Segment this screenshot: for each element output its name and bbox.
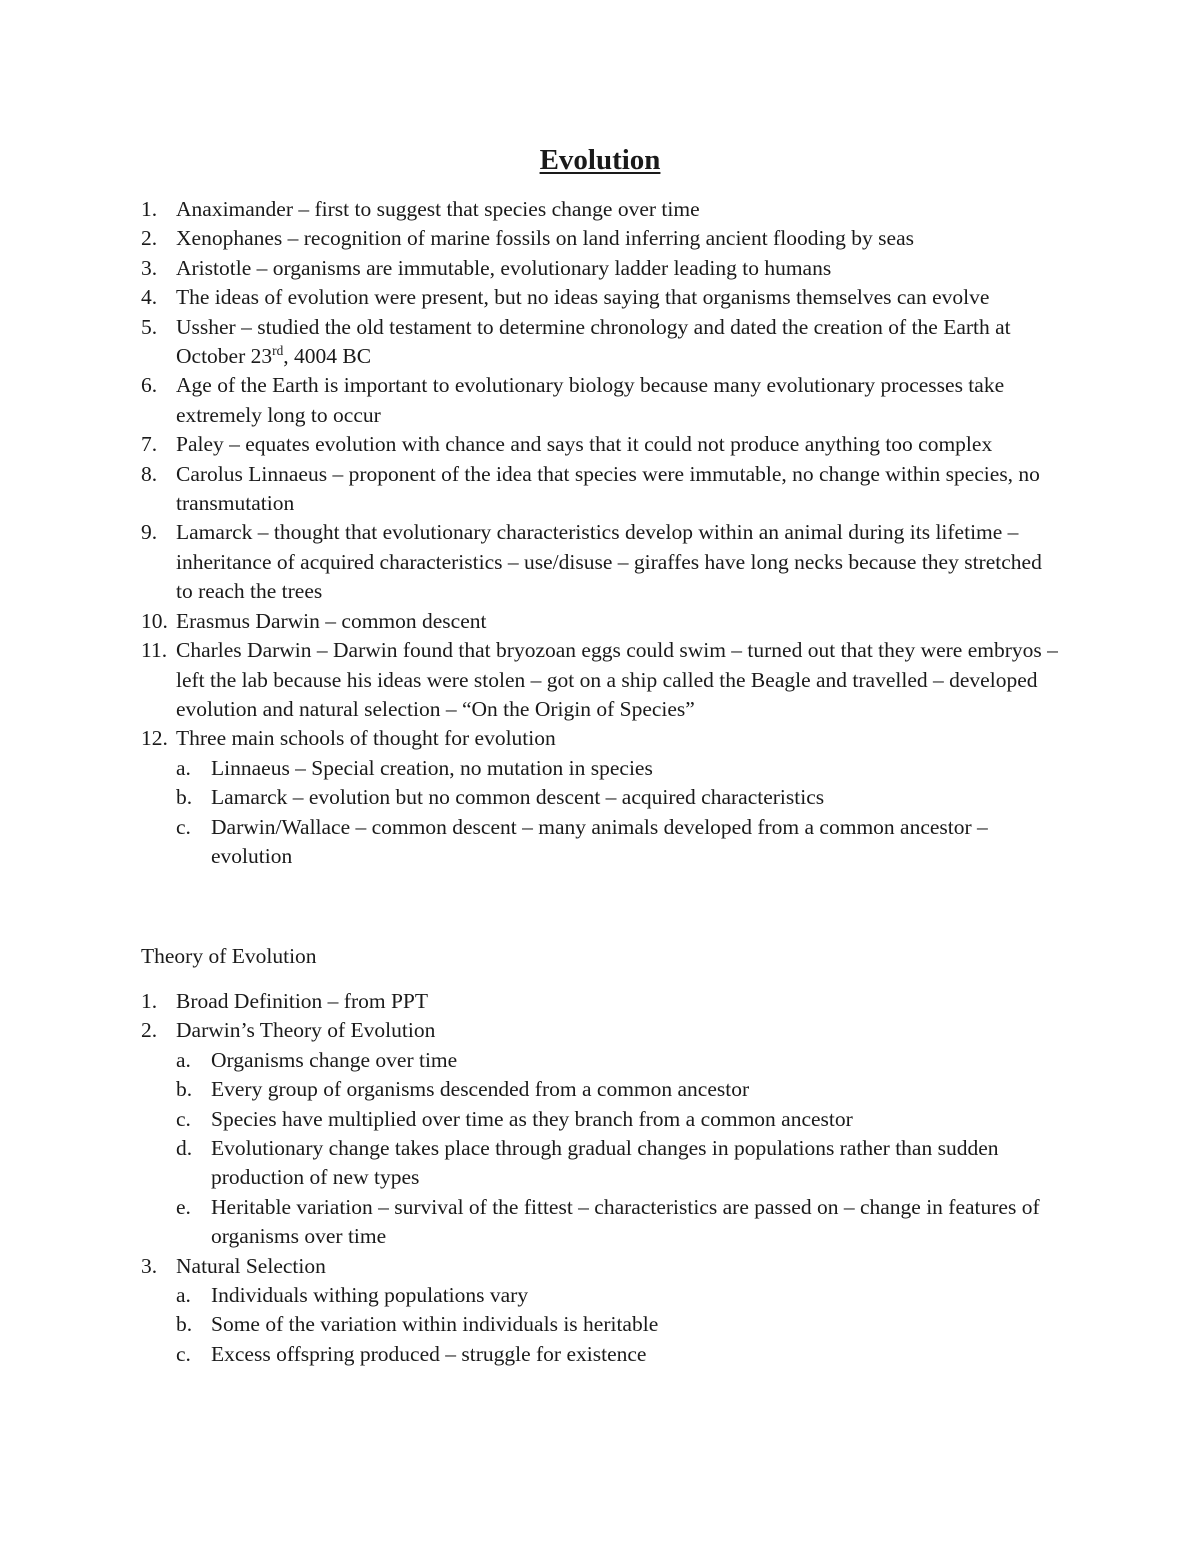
item-number: 7. xyxy=(141,432,158,457)
list-item xyxy=(0,724,1200,753)
item-letter: a. xyxy=(176,1047,191,1072)
list-item xyxy=(0,518,1200,606)
list-item xyxy=(0,283,1200,312)
item-text: Ussher – studied the old testament to determine chronology and dated the creation of the Earth at October 23 xyxy=(176,314,1011,369)
item-number: 8. xyxy=(141,461,158,486)
superscript-ordinal: rd xyxy=(272,342,284,358)
document-title: Evolution xyxy=(539,144,661,176)
item-number: 5. xyxy=(141,314,158,339)
list-item xyxy=(0,1252,1200,1281)
list-item xyxy=(0,195,1200,224)
item-letter: e. xyxy=(176,1194,191,1219)
item-text: Natural Selection xyxy=(176,1253,326,1278)
item-text: Darwin/Wallace – common descent – many animals developed from a common ancestor – evolution xyxy=(211,814,988,868)
list-item xyxy=(0,254,1200,283)
item-text: Every group of organisms descended from a common ancestor xyxy=(211,1077,750,1102)
evolution-history-list xyxy=(0,195,1200,871)
sub-list-item xyxy=(0,813,1200,872)
sub-list-item xyxy=(0,1193,1200,1252)
list-item xyxy=(0,313,1200,372)
sub-list-item xyxy=(0,754,1200,783)
item-text-suffix: , 4004 BC xyxy=(283,344,372,369)
item-text: Charles Darwin – Darwin found that bryozoan eggs could swim – turned out that they were embryos – left the lab because his ideas were stolen – got on a ship called the Beagle and travelled – developed evolution and natural selection – “On the Origin of Species” xyxy=(176,638,1058,721)
item-number: 3. xyxy=(141,1253,158,1278)
item-text: Heritable variation – survival of the fittest – characteristics are passed on – change in features of organisms over time xyxy=(211,1194,1040,1249)
item-number: 9. xyxy=(141,520,158,545)
list-item xyxy=(0,371,1200,430)
item-text: Darwin’s Theory of Evolution xyxy=(176,1018,436,1043)
list-item xyxy=(0,430,1200,459)
item-text: The ideas of evolution were present, but no ideas saying that organisms themselves can evolve xyxy=(176,285,990,310)
item-letter: b. xyxy=(176,785,193,810)
list-item xyxy=(0,224,1200,253)
item-number: 1. xyxy=(141,197,158,221)
item-text: Species have multiplied over time as they branch from a common ancestor xyxy=(211,1106,853,1131)
item-letter: b. xyxy=(176,1077,193,1102)
item-letter: c. xyxy=(176,814,191,839)
theory-of-evolution-list xyxy=(0,987,1200,1369)
item-text: Excess offspring produced – struggle for existence xyxy=(211,1341,647,1366)
sub-list-item xyxy=(0,1046,1200,1075)
section-heading: Theory of Evolution xyxy=(141,944,317,968)
item-text: Age of the Earth is important to evolutionary biology because many evolutionary processes take extremely long to occur xyxy=(176,373,1005,427)
item-number: 6. xyxy=(141,373,158,398)
item-text: Evolutionary change takes place through gradual changes in populations rather than sudden production of new types xyxy=(211,1136,999,1190)
item-text: Paley – equates evolution with chance and says that it could not produce anything too complex xyxy=(176,432,993,457)
item-number: 2. xyxy=(141,226,158,251)
item-letter: c. xyxy=(176,1341,191,1366)
item-number: 2. xyxy=(141,1018,158,1043)
item-text: Linnaeus – Special creation, no mutation in species xyxy=(211,755,653,780)
sub-list-item xyxy=(0,1105,1200,1134)
list-item xyxy=(0,1016,1200,1045)
item-text: Individuals withing populations vary xyxy=(211,1283,529,1308)
item-letter: b. xyxy=(176,1312,193,1337)
item-number: 1. xyxy=(141,989,158,1013)
item-text: Lamarck – evolution but no common descent – acquired characteristics xyxy=(211,785,825,810)
sub-list-item xyxy=(0,783,1200,812)
item-text: Organisms change over time xyxy=(211,1047,458,1072)
item-text: Aristotle – organisms are immutable, evolutionary ladder leading to humans xyxy=(176,255,832,280)
item-text: Xenophanes – recognition of marine fossils on land inferring ancient flooding by seas xyxy=(176,226,914,251)
item-number: 12. xyxy=(141,726,168,751)
item-letter: a. xyxy=(176,1283,191,1308)
list-item xyxy=(0,460,1200,519)
list-item xyxy=(0,607,1200,636)
item-number: 11. xyxy=(141,638,168,663)
item-letter: d. xyxy=(176,1136,193,1161)
item-text: Three main schools of thought for evolution xyxy=(176,726,556,751)
sub-list-item xyxy=(0,1075,1200,1104)
item-text: Some of the variation within individuals is heritable xyxy=(211,1312,659,1337)
item-letter: c. xyxy=(176,1106,191,1131)
item-letter: a. xyxy=(176,755,191,780)
item-text: Anaximander – first to suggest that species change over time xyxy=(176,197,700,221)
item-number: 4. xyxy=(141,285,158,310)
item-number: 3. xyxy=(141,255,158,280)
sub-list-item xyxy=(0,1310,1200,1339)
sub-list-item xyxy=(0,1134,1200,1193)
item-text: Broad Definition – from PPT xyxy=(176,989,429,1013)
list-item xyxy=(0,987,1200,1016)
item-text: Erasmus Darwin – common descent xyxy=(176,608,487,633)
sub-list-item xyxy=(0,1340,1200,1369)
item-text: Carolus Linnaeus – proponent of the idea that species were immutable, no change within species, no transmutation xyxy=(176,461,1040,516)
sub-list-item xyxy=(0,1281,1200,1310)
list-item xyxy=(0,636,1200,724)
item-number: 10. xyxy=(141,608,168,633)
item-text: Lamarck – thought that evolutionary characteristics develop within an animal during its lifetime – inheritance of acquired characteristics – use/disuse – giraffes have long necks because they stretched to reach the trees xyxy=(176,520,1042,604)
